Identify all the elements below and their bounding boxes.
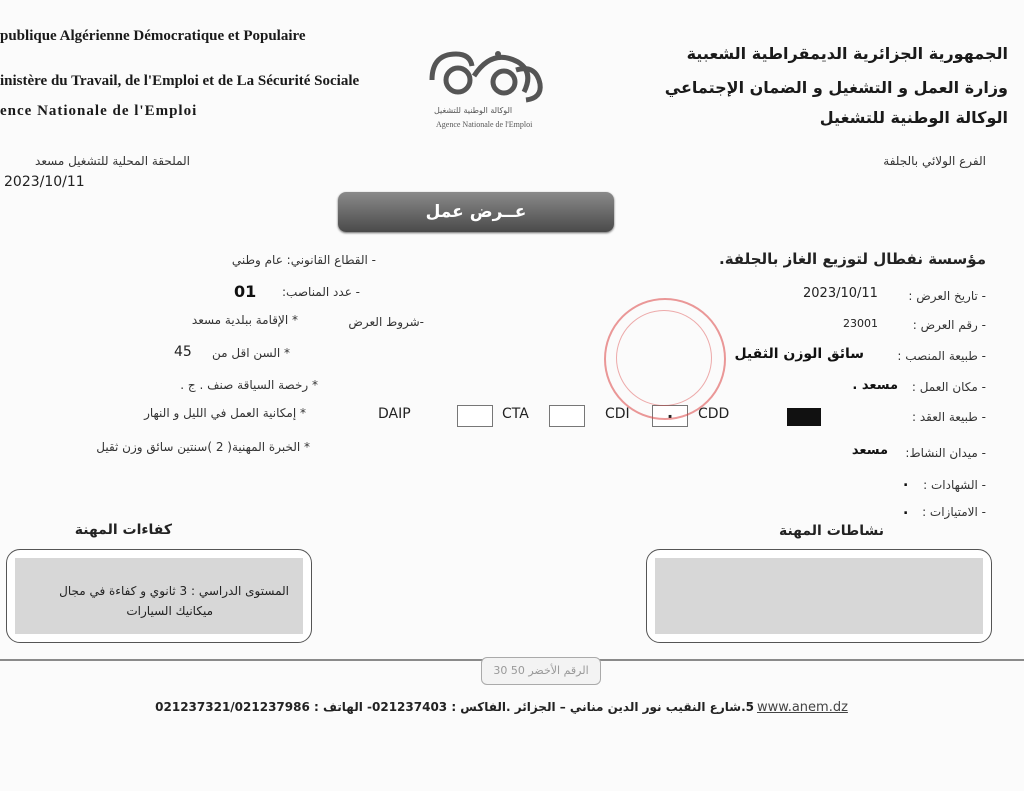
- right-office-name: الفرع الولائي بالجلفة: [883, 154, 986, 168]
- header-fr-line2: inistère du Travail, de l'Emploi et de La Sécurité Sociale: [0, 73, 360, 89]
- left-office-date: 2023/10/11: [4, 174, 85, 190]
- activity-label: - ميدان النشاط:: [905, 446, 986, 460]
- footer-url[interactable]: www.anem.dz: [757, 700, 848, 715]
- competences-text-2: ميكانيك السيارات: [126, 604, 213, 618]
- header-ar-line1: الجمهورية الجزائرية الديمقراطية الشعبية: [686, 44, 1008, 63]
- footer-address: 5.شارع النقيب نور الدين مناني – الجزائر .الفاكس : 021237403- الهاتف : 021237321/021237986: [155, 700, 754, 714]
- position-value: سائق الوزن الثقيل: [734, 346, 864, 362]
- contract-cdd-label: CDD: [698, 406, 730, 422]
- logo-fr-text: Agence Nationale de l'Emploi: [436, 120, 533, 129]
- contract-cdi-checkbox: .: [652, 405, 688, 427]
- left-office-name: الملحقة المحلية للتشغيل مسعد: [35, 154, 190, 168]
- position-label: - طبيعة المنصب :: [897, 349, 986, 363]
- privileges-value: .: [903, 502, 909, 518]
- anem-logo-icon: [412, 40, 582, 110]
- contract-cta-checkbox: [549, 405, 585, 427]
- contract-cta-label: CTA: [502, 406, 529, 422]
- competences-title: كفاءات المهنة: [74, 522, 172, 538]
- contract-label: - طبيعة العقد :: [912, 410, 986, 424]
- activity-value: مسعد: [851, 443, 888, 458]
- age-value: 45: [174, 344, 192, 360]
- work-hours-line: * إمكانية العمل في الليل و النهار: [144, 406, 306, 420]
- diplomas-label: - الشهادات :: [923, 478, 986, 492]
- activities-title: نشاطات المهنة: [778, 523, 884, 539]
- sector-line: - القطاع القانوني: عام وطني: [231, 253, 376, 267]
- competences-panel: [6, 549, 312, 643]
- offer-date-label: - تاريخ العرض :: [908, 289, 986, 303]
- work-place-label: - مكان العمل :: [911, 380, 986, 394]
- green-number: الرقم الأخضر 50 30: [481, 657, 601, 685]
- header-fr-line3: ence Nationale de l'Emploi: [0, 103, 198, 119]
- positions-value: 01: [234, 282, 257, 301]
- diplomas-value: .: [903, 474, 909, 490]
- experience-line: * الخبرة المهنية( 2 )سنتين سائق وزن ثقيل: [96, 440, 310, 454]
- conditions-label: -شروط العرض: [348, 315, 424, 329]
- contract-daip-checkbox: [457, 405, 493, 427]
- header-ar-line2: وزارة العمل و التشغيل و الضمان الإجتماعي: [664, 78, 1008, 97]
- license-line: * رخصة السياقة صنف . ج .: [180, 378, 318, 392]
- work-place-value: مسعد .: [852, 378, 898, 393]
- official-stamp: [604, 298, 726, 420]
- contract-daip-label: DAIP: [378, 406, 411, 422]
- header-fr-line1: publique Algérienne Démocratique et Populaire: [0, 28, 306, 44]
- activities-panel: [646, 549, 992, 643]
- positions-label: - عدد المناصب:: [282, 285, 360, 299]
- anem-logo: [412, 40, 582, 134]
- contract-cdd-checkbox-filled: [787, 408, 821, 426]
- offer-number-value: 23001: [843, 317, 878, 330]
- document-title: عــرض عمل: [338, 192, 614, 232]
- activities-panel-body: [655, 558, 983, 634]
- contract-cdi-label: CDI: [605, 406, 630, 422]
- company-name: مؤسسة نفطال لتوزيع الغاز بالجلفة.: [719, 250, 986, 268]
- residence-line: * الإقامة ببلدية مسعد: [191, 313, 298, 327]
- age-label: * السن اقل من: [212, 346, 290, 360]
- offer-number-label: - رقم العرض :: [912, 318, 986, 332]
- competences-text-1: المستوى الدراسي : 3 ثانوي و كفاءة في مجال: [59, 584, 289, 598]
- competences-panel-body: [15, 558, 303, 634]
- header-ar-line3: الوكالة الوطنية للتشغيل: [819, 108, 1008, 127]
- logo-ar-text: الوكالة الوطنية للتشغيل: [434, 106, 513, 115]
- offer-date-value: 2023/10/11: [803, 286, 878, 301]
- privileges-label: - الامتيازات :: [922, 505, 986, 519]
